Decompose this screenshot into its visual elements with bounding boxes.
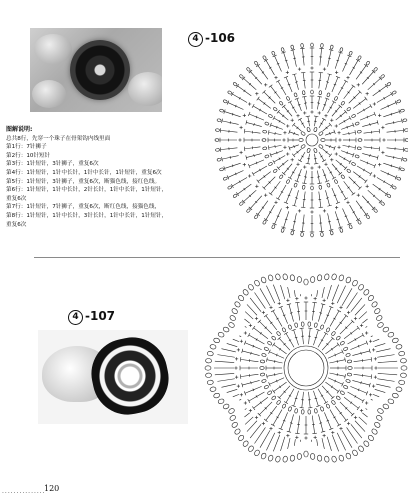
footer-dots: ............... [2,488,46,495]
notes-line: 第1行：7针狮子 [6,144,47,151]
notes-line: 第7行：1针短针，7针狮子，重复6次，断红色线，接猫色线， [6,204,161,211]
notes-line: 第2行：10针短针 [6,152,51,159]
notes-line: 重复6次 [6,195,27,202]
pattern-number: -107 [85,309,116,323]
section-divider [34,257,400,258]
notes-line: 第4行：1针短针，1针中长针，1针中长针，1针短针，重复6次 [6,169,162,176]
circled-number: 4 [188,32,203,47]
notes-line: 第3行：1针短针，3针狮子，重复6次 [6,161,99,168]
flower-photo-106 [30,28,162,112]
crochet-chart-106 [212,30,408,240]
notes-line: 总共8行，先穿一个珠子在骨架钩内线里面 [6,135,111,142]
notes-line: 第5行：1针短针，3针狮子，重复6次，断猫色线，接红色线。 [6,178,161,185]
notes-line: 重复6次 [6,221,27,228]
notes-line: 第6行：1针短针，1针中长针，2针长针，1针中长针，1针短针， [6,187,168,194]
circled-number: 4 [68,310,83,325]
pattern-notes-106 [6,126,226,229]
page-number: 120 [44,484,60,493]
pattern-label-107 [68,309,115,325]
pattern-number: -106 [205,31,236,45]
notes-title: 图解说明: [6,126,33,133]
motif-photo-107 [38,330,188,424]
crochet-chart-107 [204,262,412,478]
notes-line: 第8行：1针短针，1针中长针，3针长针，1针中长针，1针短针， [6,212,168,219]
